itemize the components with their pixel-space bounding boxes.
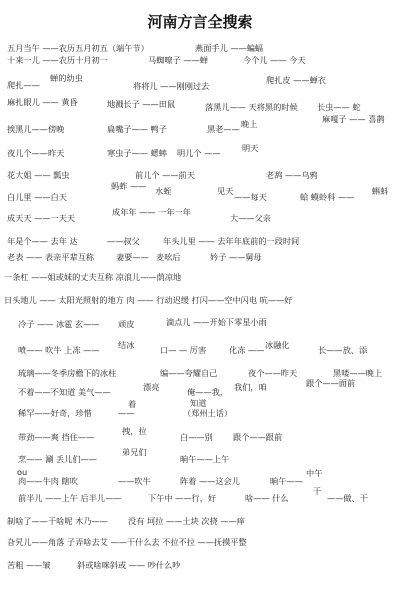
entry-line: 编——夸耀自己 [160,368,218,378]
entry-line: 化冻 —— [229,345,265,355]
entry-line: 冷子 —— 冰雹 玄—— [18,319,100,329]
entry-line: 阵着 ——这会儿 [180,476,240,486]
entry-line: 顽皮 [118,319,135,329]
entry-line: ——叔父 [107,236,140,246]
entry-line: 爬扎皮 ——蝉衣 [266,75,326,85]
entry-line: 啥—— 什么 [245,493,289,503]
entry-line: ——每天 [234,192,267,202]
entry-line: 晌午—— [270,476,303,486]
entry-line: 前半儿 ——上午 后半儿—— [18,493,122,503]
entry-line: 跟个——面前 [306,378,356,388]
entry-line: 蚂蚱 —— [111,181,147,191]
entry-line: 明天 [242,143,259,153]
entry-line: 地溅长子 ——田鼠 [107,99,176,109]
entry-line: 成年年 —— 一年一年 [112,207,191,217]
entry-line: 寒虫子—— 蟋蟀 [107,148,167,158]
entry-line: 干 [313,486,322,496]
entry-line: （郑州土话） [183,408,233,418]
entry-line: 弟兄们 [122,447,147,457]
entry-line: 年是个—— 去年 达 [7,236,78,246]
entry-line: 俺——我， [187,387,228,397]
entry-line: 喷—— 吹牛 上冻 —— [18,345,100,355]
entry-line: 漂亮 [143,382,160,392]
entry-line: 五月当午 ——农历五月初五（端午节） [7,43,149,53]
entry-line: 将将儿 ——刚刚过去 [133,81,210,91]
entry-line: 夜个——昨天 [248,368,298,378]
entry-line: 蝌蚪 [372,186,389,196]
entry-line: 冰融化 [265,340,290,350]
entry-line: 白——别 [180,432,213,442]
entry-line: 不着——不知道 美气—— [18,387,111,397]
entry-line: 滴点儿 ——开始下零星小雨 [166,317,267,327]
entry-line: 烹—— 涮 丢儿们—— [18,454,97,464]
entry-line: 蛤 蟆蛉科 —— [300,192,355,202]
entry-line: 十来一儿 ——农历十月初一 [7,55,108,65]
entry-line: 白儿里 ——白天 [7,192,67,202]
entry-line: 结冰 [118,340,135,350]
entry-line: 跟个——跟前 [233,432,283,442]
entry-line: 燕面手儿 ——蝙蝠 [195,43,264,53]
entry-line: 前儿个 ——前天 [135,170,195,180]
entry-line: 苦粗 ——皱 [7,560,51,570]
entry-line: 日头地儿 —— 太阳光照射的地方 肉 —— 行动迟缓 打闪——空中闪电 吭——好 [4,295,293,305]
entry-line: 旮旯儿——角落 子弄啥去艾 ——干什么去 不拉不拉 ——抚摸平整 [7,537,247,547]
entry-line: 长——放、添 [318,345,368,355]
entry-line: 拽，拉 [122,426,147,436]
entry-line: 着 [128,399,137,409]
entry-line: 老鸹 ——乌鸦 [266,170,318,180]
entry-line: 长虫—— 蛇 [317,102,361,112]
entry-line: —— [118,408,135,418]
entry-line: 中午 [306,468,323,478]
entry-line: 下午中 ——行，好 [148,493,217,503]
entry-line: 制啥了——干啥呢 木乃—— [7,516,108,526]
entry-line: 肉——牛肉 瞎吹 [18,476,78,486]
entry-line: 琉璃——冬季房檐下的冰柱 [18,368,117,378]
entry-line: 晚上 [241,119,258,129]
entry-line: 扁嘴子—— 鸭子 [107,124,167,134]
entry-line: 年头儿里 —— 去年年底前的一段时间 [163,236,300,246]
entry-line: 见天 [217,186,234,196]
entry-line: 花大姐 —— 瓢虫 [7,170,70,180]
entry-line: 夜儿个——昨天 [7,148,65,158]
entry-line: 没有 坷拉 ——土块 次挠 ——痒 [128,516,245,526]
entry-line: 带劲——爽 挡住—— [18,432,95,442]
entry-line: 妻要—— [116,252,149,262]
entry-line: 晌午——上午 [180,454,230,464]
entry-line: 口— — 厉害 [160,345,207,355]
entry-line: 麻嘎子 —— 喜鹊 [322,114,385,124]
entry-line: 麦吆后 [156,252,181,262]
entry-line: 老表 —— 表亲平辈互称 [7,252,95,262]
entry-line: 大——父亲 [230,213,271,223]
entry-line: 稀罕——好奇，珍惜 [18,408,92,418]
entry-line: ——吹牛 [118,476,151,486]
entry-line: 明儿个 —— [177,148,221,158]
page-title: 河南方言全搜索 [147,13,253,31]
entry-line: 水蛭 [155,186,172,196]
entry-line: 爬扎—— [7,80,40,90]
entry-line: 蝉的幼虫 [50,73,83,83]
entry-line: 妗子 ——舅母 [210,252,262,262]
entry-line: 麻扎眼儿 —— 黄昏 [7,97,78,107]
entry-line: ——做、干 [327,493,368,503]
entry-line: 我们，咱 [234,382,267,392]
entry-line: 知道 [190,398,207,408]
entry-line: 落黑儿—— 天将黑的时候 [205,102,298,112]
entry-line: 挨黑儿——傍晚 [7,124,65,134]
entry-line: 今个儿 —— 今天 [243,55,306,65]
entry-line: 斜或啥咪斜或 —— 吵什么吵 [77,560,181,570]
entry-line: ou [17,467,28,477]
entry-line: 一条杠 ——姐或妹的丈夫互称 凉浪儿——荫凉地 [4,272,182,282]
entry-line: 成天天 ——一天天 [7,213,76,223]
entry-line: 黑老—— [207,124,240,134]
entry-line: 马蜘嘹子 ——蝉 [148,55,208,65]
entry-line: 黑喽——晚上 [333,368,383,378]
